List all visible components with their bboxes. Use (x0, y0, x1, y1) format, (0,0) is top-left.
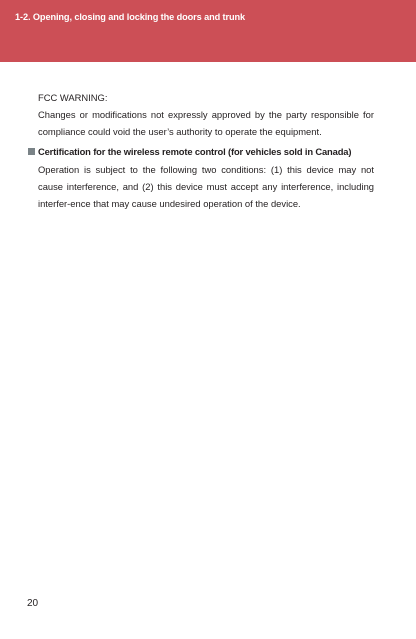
section-title: 1-2. Opening, closing and locking the doors and trunk (15, 12, 246, 22)
canada-certification-text: Operation is subject to the following two conditions: (1) this device may not cause interference, and (2) this device must accept any interference, including interfer-ence that may cause undesired operation of the device. (38, 164, 374, 209)
canada-certification-heading (38, 143, 374, 160)
square-bullet-icon (28, 148, 35, 155)
canada-certification-heading-text: Certification for the wireless remote control (for vehicles sold in Canada) (38, 146, 352, 157)
fcc-warning-heading: FCC WARNING: (38, 92, 108, 103)
page-content (38, 89, 374, 212)
page-number: 20 (27, 598, 39, 609)
header-band (0, 0, 416, 62)
fcc-warning-text: Changes or modifications not expressly approved by the party responsible for compliance could void the user’s authority to operate the equipment. (38, 109, 374, 137)
